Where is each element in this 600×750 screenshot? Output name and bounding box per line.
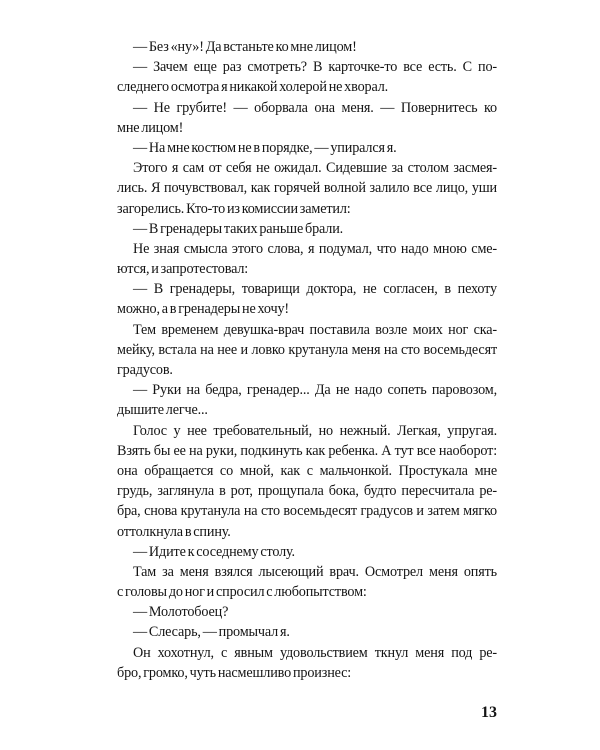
text-line: грудь, заглянула в рот, прощупала бока, будто пересчитала ре-	[117, 483, 497, 500]
text-line: лись. Я почувствовал, как горячей волной залило все лицо, уши	[117, 180, 497, 197]
paragraph	[117, 158, 497, 219]
paragraph	[117, 622, 497, 642]
text-line: мейку, встала на нее и ловко крутанула меня на сто восемьдесят	[117, 341, 497, 358]
text-line: Тем временем девушка-врач поставила возле моих ног ска-	[133, 321, 497, 338]
text-line: градусов.	[117, 362, 173, 378]
page-body	[117, 37, 497, 683]
text-line: с головы до ног и спросил с любопытством:	[117, 584, 367, 601]
text-line: — Идите к соседнему столу.	[133, 543, 295, 560]
paragraph	[117, 542, 497, 562]
text-line: Голос у нее требовательный, но нежный. Легкая, упругая.	[133, 422, 497, 439]
page-number: 13	[481, 704, 497, 721]
paragraph	[117, 57, 497, 97]
text-line: Взять бы ее на руки, подкинуть как ребенка. А тут все наоборот:	[117, 442, 497, 459]
text-line: бра, снова крутанула на сто восемьдесят градусов и затем мягко	[117, 503, 497, 520]
paragraph	[117, 380, 497, 420]
paragraph	[117, 421, 497, 542]
text-line: — Зачем еще раз смотреть? В карточке-то все есть. С по-	[133, 59, 497, 76]
paragraph	[117, 239, 497, 279]
text-line: Он хохотнул, с явным удовольствием ткнул меня под ре-	[133, 644, 497, 661]
text-line: мне лицом!	[117, 119, 184, 136]
text-line: Не зная смысла этого слова, я подумал, что надо мною сме-	[133, 240, 497, 257]
text-line: — Без «ну»! Да встаньте ко мне лицом!	[133, 39, 357, 55]
paragraph	[117, 37, 497, 57]
text-line: следнего осмотра я никакой холерой не хворал.	[117, 79, 389, 96]
paragraph	[117, 320, 497, 381]
text-line: — Не грубите! — оборвала она меня. — Повернитесь ко	[133, 99, 497, 116]
text-line: — Руки на бедра, гренадер... Да не надо сопеть паровозом,	[133, 382, 497, 399]
text-line: Там за меня взялся лысеющий врач. Осмотрел меня опять	[133, 563, 497, 580]
text-line: — Молотобоец?	[133, 604, 229, 621]
text-line: загорелись. Кто-то из комиссии заметил:	[117, 200, 351, 217]
paragraph	[117, 219, 497, 239]
paragraph	[117, 279, 497, 319]
paragraph	[117, 602, 497, 622]
text-line: Этого я сам от себя не ожидал. Сидевшие за столом засмея-	[133, 160, 497, 177]
paragraph	[117, 643, 497, 683]
text-line: — На мне костюм не в порядке, — упирался я.	[133, 139, 397, 156]
text-line: дышите легче...	[117, 402, 208, 419]
text-line: можно, а в гренадеры не хочу!	[117, 301, 289, 318]
paragraph	[117, 138, 497, 158]
text-line: оттолкнула в спину.	[117, 523, 231, 540]
text-line: — В гренадеры, товарищи доктора, не согласен, в пехоту	[133, 281, 497, 298]
text-line: ются, и запротестовал:	[117, 261, 249, 278]
text-line: — Слесарь, — промычал я.	[133, 624, 290, 641]
text-line: бро, громко, чуть насмешливо произнес:	[117, 664, 352, 681]
paragraph	[117, 98, 497, 138]
text-line: — В гренадеры таких раньше брали.	[133, 220, 344, 237]
paragraph	[117, 562, 497, 602]
text-line: она обращается со мной, как с мальчонкой. Простукала мне	[117, 462, 497, 479]
